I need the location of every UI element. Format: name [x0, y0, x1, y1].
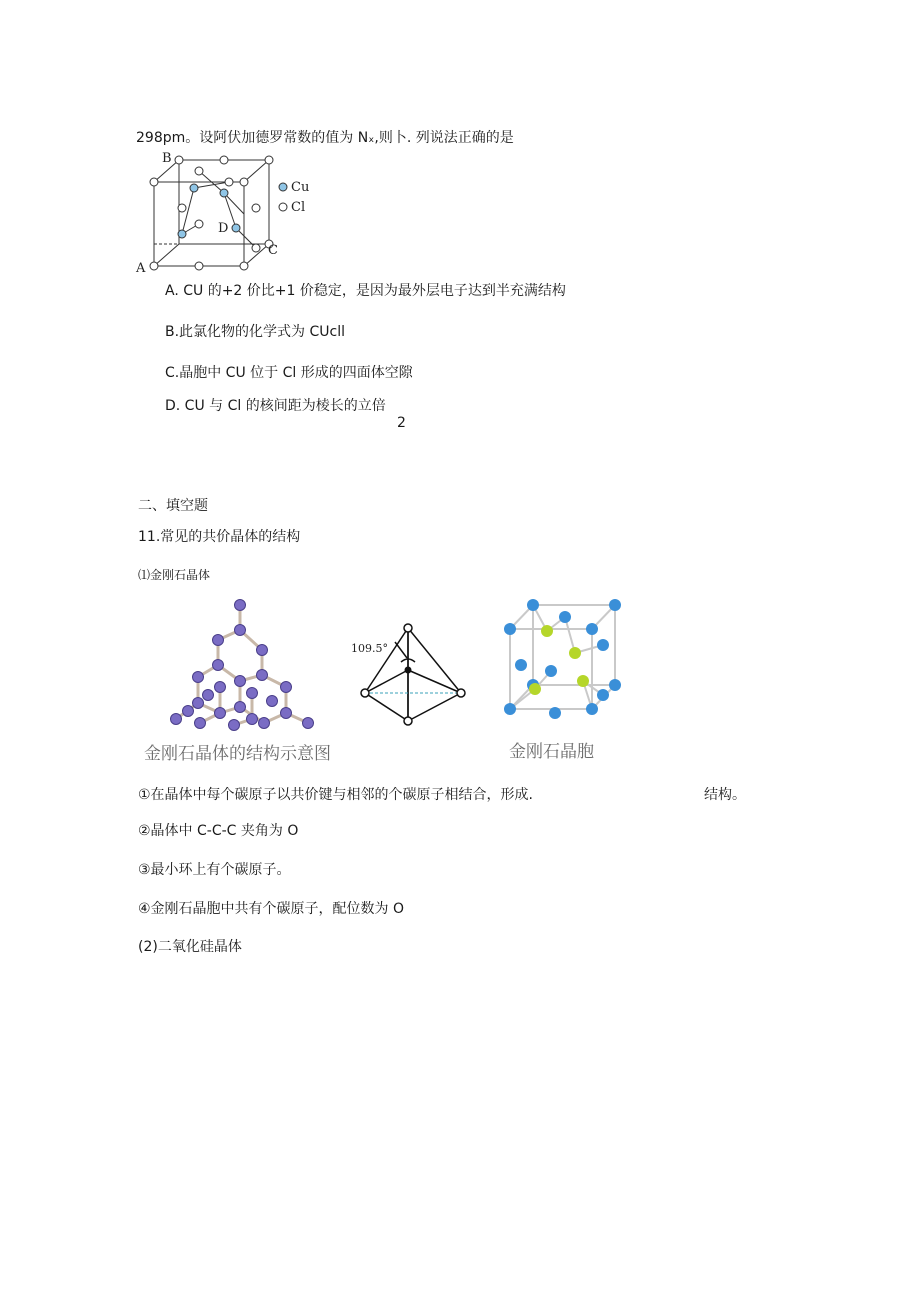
question-11: 11.常见的共价晶体的结构	[138, 529, 301, 545]
option-b: B.此氯化物的化学式为 CUcll	[165, 324, 346, 340]
cucl-unit-cell-figure	[134, 148, 320, 274]
item-2: ②晶体中 C-C-C 夹角为 O	[138, 823, 299, 839]
vertex-label-c: C	[268, 243, 278, 258]
vertex-label-d: D	[218, 221, 229, 236]
diamond-structure-figure	[140, 595, 345, 770]
item-4: ④金刚石晶胞中共有个碳原子，配位数为 O	[138, 901, 405, 917]
diamond-unit-cell-figure	[495, 595, 630, 765]
subheading-diamond: ⑴金刚石晶体	[138, 568, 211, 580]
tetrahedron-figure	[345, 620, 470, 730]
vertex-label-b: B	[162, 151, 172, 166]
section-title: 二、填空题	[138, 498, 208, 514]
item-1: ①在晶体中每个碳原子以共价键与相邻的个碳原子相结合，形成.	[138, 787, 533, 803]
option-a: A. CU 的+2 价比+1 价稳定，是因为最外层电子达到半充满结构	[165, 283, 566, 299]
option-d-subscript: 2	[397, 415, 406, 431]
subheading-silica: (2)二氧化硅晶体	[138, 939, 242, 955]
option-d: D. CU 与 Cl 的核间距为棱长的立倍	[165, 398, 386, 414]
legend-cl-swatch	[279, 203, 287, 211]
item-1-tail: 结构。	[704, 787, 746, 803]
option-c: C.晶胞中 CU 位于 Cl 形成的四面体空隙	[165, 365, 413, 381]
legend-cu-label: Cu	[291, 180, 310, 195]
vertex-label-a: A	[136, 261, 146, 274]
bond-angle-label: 109.5°	[351, 642, 388, 655]
caption-diamond-cell: 金刚石晶胞	[509, 742, 594, 762]
legend-cu-swatch	[279, 183, 287, 191]
question-stem: 298pm。设阿伏加德罗常数的值为 Nₓ,则卜. 列说法正确的是	[136, 130, 514, 146]
legend-cl-label: Cl	[291, 200, 306, 215]
caption-diamond-structure: 金刚石晶体的结构示意图	[144, 744, 331, 764]
item-3: ③最小环上有个碳原子。	[138, 862, 291, 878]
